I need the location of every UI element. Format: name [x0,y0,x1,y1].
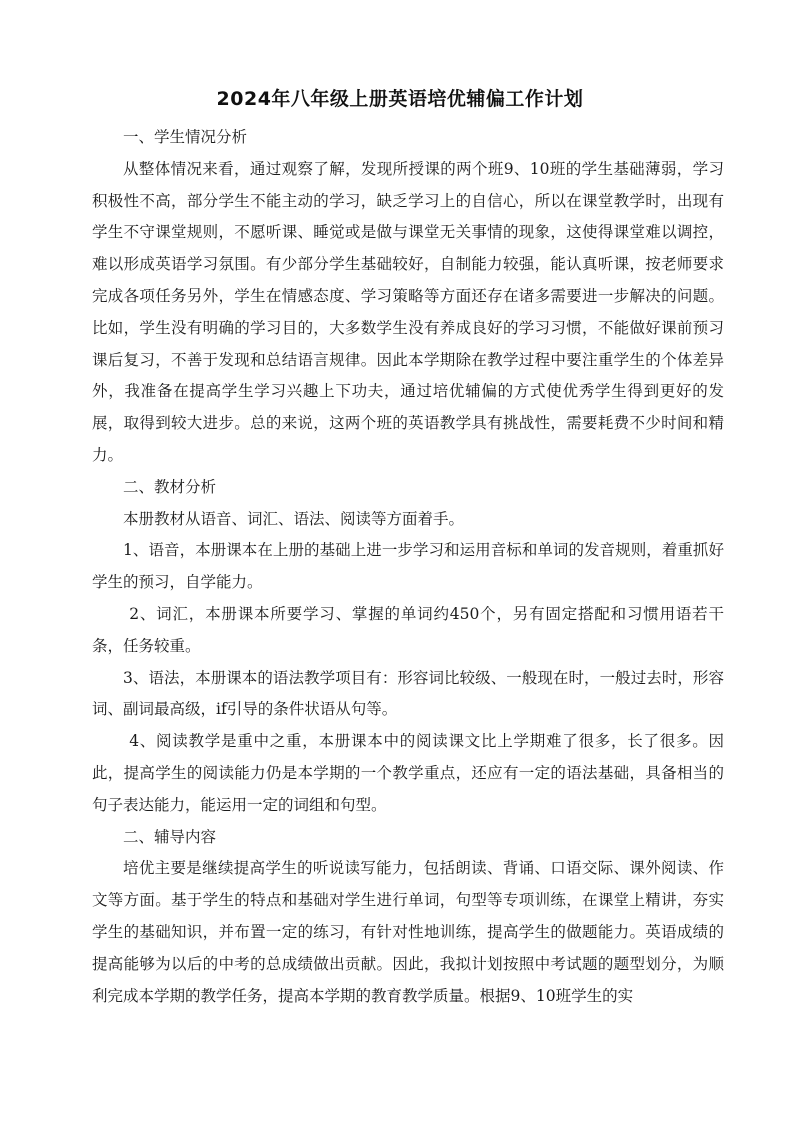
document-title: 2024年八年级上册英语培优辅偏工作计划 [216,88,584,110]
section-heading-student-analysis: 一、学生情况分析 [123,128,248,146]
paragraph-phonetics: 1、语音，本册课本在上册的基础上进一步学习和运用音标和单词的发音规则，着重抓好学生的预习，自学能力。 [92,541,724,592]
section-heading-tutoring-content: 二、辅导内容 [123,827,217,846]
paragraph-tutoring-content: 培优主要是继续提高学生的听说读写能力，包括朗读、背诵、口语交际、课外阅读、作文等方面。基于学生的特点和基础对学生进行单词，句型等专项训练，在课堂上精讲，夯实学生的基础知识，并布置一定的练习，有针对性地训练，提高学生的做题能力。英语成绩的提高能够为以后的中考的总成绩做出贡献。因此，我拟计划按照中考试题的题型划分，为顺利完成本学期的教学任务，提高本学期的教育教学质量。根据9、10班学生的实 [92,859,724,1005]
section-heading-textbook-analysis: 二、教材分析 [123,477,217,496]
paragraph-vocabulary: 2、词汇，本册课本所要学习、掌握的单词约450个，另有固定搭配和习惯用语若干条，任务较重。 [92,604,724,655]
paragraph-textbook-intro: 本册教材从语音、词汇、语法、阅读等方面着手。 [123,509,465,528]
document-body [92,122,724,1012]
paragraph-reading: 4、阅读教学是重中之重，本册课本中的阅读课文比上学期难了很多，长了很多。因此，提高学生的阅读能力仍是本学期的一个教学重点，还应有一定的语法基础，具备相当的句子表达能力，能运用一定的词组和句型。 [92,732,724,814]
paragraph-grammar: 3、语法，本册课本的语法教学项目有：形容词比较级、一般现在时，一般过去时，形容词、副词最高级，if引导的条件状语从句等。 [92,668,724,719]
paragraph-student-analysis: 从整体情况来看，通过观察了解，发现所授课的两个班9、10班的学生基础薄弱，学习积极性不高，部分学生不能主动的学习，缺乏学习上的自信心，所以在课堂教学时，出现有学生不守课堂规则，不愿听课、睡觉或是做与课堂无关事情的现象，这使得课堂难以调控，难以形成英语学习氛围。有少部分学生基础较好，自制能力较强，能认真听课，按老师要求完成各项任务另外，学生在情感态度、学习策略等方面还存在诸多需要进一步解决的问题。比如，学生没有明确的学习目的，大多数学生没有养成良好的学习习惯，不能做好课前预习课后复习，不善于发现和总结语言规律。因此本学期除在教学过程中要注重学生的个体差异外，我准备在提高学生学习兴趣上下功夫，通过培优辅偏的方式使优秀学生得到更好的发展，取得到较大进步。总的来说，这两个班的英语教学具有挑战性，需要耗费不少时间和精力。 [92,159,724,464]
